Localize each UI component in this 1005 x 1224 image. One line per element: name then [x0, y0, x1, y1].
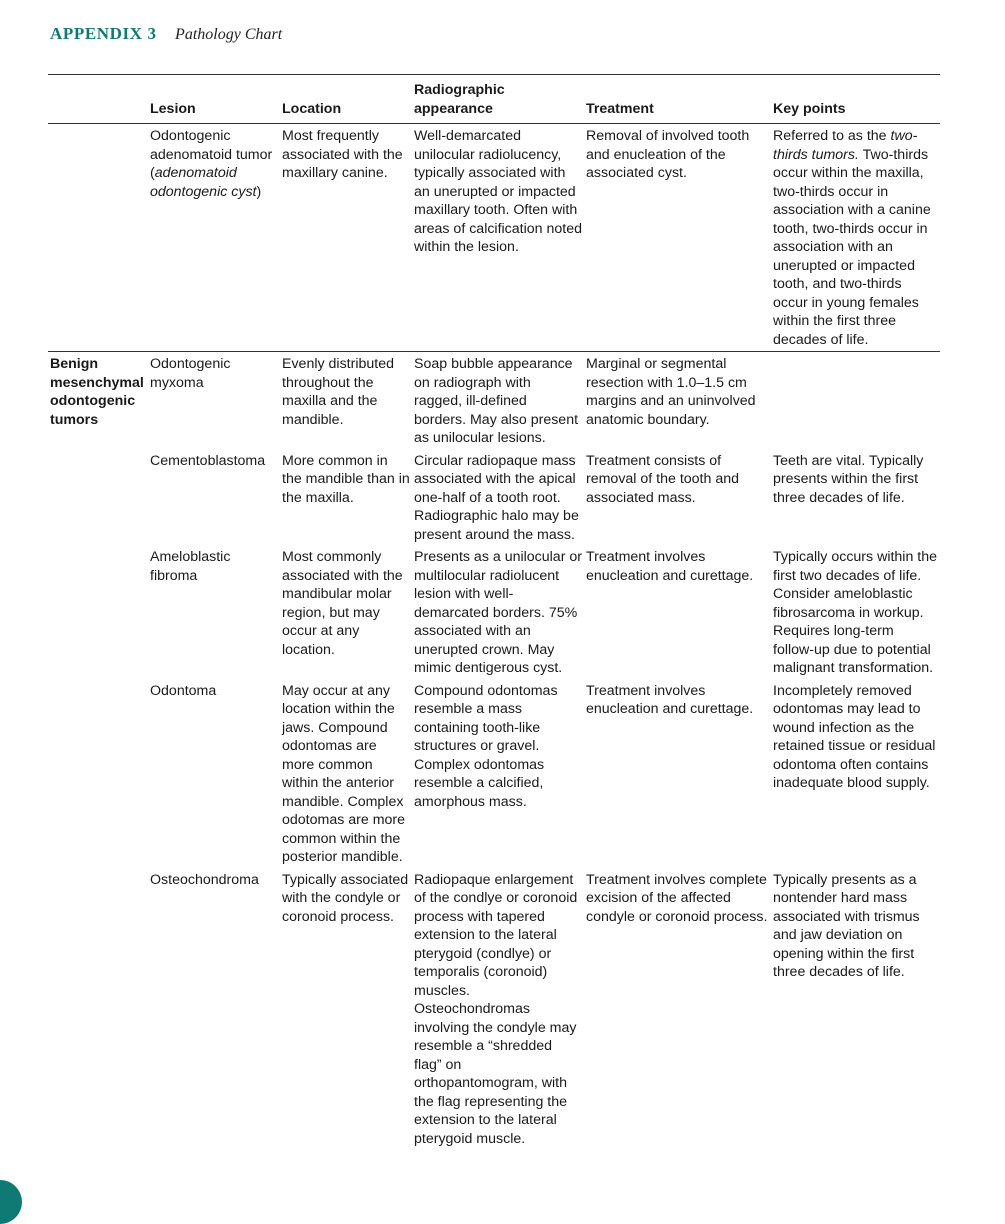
table-row — [48, 352, 940, 449]
table-row — [48, 124, 940, 352]
category-cell: Benign mesenchymal odontogenic tumors — [50, 356, 144, 428]
category-cell — [48, 679, 148, 868]
column-header-key-points: Key points — [771, 75, 940, 124]
table-row — [48, 868, 940, 1150]
column-header-category — [48, 75, 148, 124]
location-cell: Typically associated with the condyle or coronoid process. — [282, 871, 409, 925]
radiographic-cell: Soap bubble appearance on radiograph with ragged, ill-defined borders. May also present as unilocular lesions. — [414, 356, 579, 446]
chart-title: Pathology Chart — [175, 26, 283, 43]
location-cell: May occur at any location within the jaws. Compound odontomas are more common within the anterior mandible. Complex odotomas are more common within the posterior mandible. — [282, 682, 406, 865]
category-cell — [48, 124, 148, 352]
radiographic-cell: Presents as a unilocular or multilocular radiolucent lesion with well-demarcated borders. 75% associated with an unerupted crown. May mimic dentigerous cyst. — [414, 549, 582, 676]
pathology-table — [48, 74, 940, 1149]
location-cell: Evenly distributed throughout the maxilla and the mandible. — [282, 356, 394, 428]
treatment-cell: Treatment involves complete excision of the affected condyle or coronoid process. — [586, 871, 768, 925]
location-cell: More common in the mandible than in the maxilla. — [282, 452, 410, 506]
key-points-cell — [771, 352, 940, 449]
lesion-cell: Odontogenic myxoma — [150, 356, 231, 391]
lesion-cell: Cementoblastoma — [150, 452, 266, 469]
column-header-radiographic: Radiographic appearance — [412, 75, 584, 124]
radiographic-cell: Circular radiopaque mass associated with the apical one-half of a tooth root. Radiographic halo may be present around the mass. — [414, 452, 579, 543]
table-row — [48, 679, 940, 868]
location-cell: Most commonly associated with the mandibular molar region, but may occur at any location. — [282, 549, 403, 658]
lesion-cell: Ameloblastic fibroma — [150, 549, 231, 584]
lesion-cell: Odontogenic adenomatoid tumor (adenomatoid odontogenic cyst) — [148, 124, 280, 352]
radiographic-cell: Well-demarcated unilocular radiolucency, typically associated with an unerupted or impacted maxillary tooth. Often with areas of calcification noted within the lesion. — [412, 124, 584, 352]
column-header-lesion: Lesion — [148, 75, 280, 124]
column-header-location: Location — [280, 75, 412, 124]
category-cell — [48, 868, 148, 1150]
treatment-cell: Marginal or segmental resection with 1.0–1.5 cm margins and an uninvolved anatomic boundary. — [586, 356, 756, 428]
lesion-alt-name: adenomatoid odontogenic cyst — [150, 165, 257, 200]
radiographic-cell: Radiopaque enlargement of the condlye or coronoid process with tapered extension to the lateral pterygoid (condlye) or temporalis (coronoid) muscles. Osteochondromas involving the condyle may resemble a “shredded flag” on orthopantomogram, with the flag representing the extension to the lateral pterygoid muscle. — [414, 871, 578, 1147]
category-cell — [48, 449, 148, 546]
key-points-cell: Typically presents as a nontender hard mass associated with trismus and jaw deviation on opening within the first three decades of life. — [773, 871, 920, 980]
treatment-cell: Removal of involved tooth and enucleation of the associated cyst. — [584, 124, 771, 352]
key-points-cell: Teeth are vital. Typically presents within the first three decades of life. — [773, 452, 924, 506]
treatment-cell: Treatment involves enucleation and curettage. — [586, 549, 754, 584]
location-cell: Most frequently associated with the maxillary canine. — [280, 124, 412, 352]
table-row — [48, 545, 940, 679]
lesion-cell: Odontoma — [150, 682, 217, 699]
lesion-cell: Osteochondroma — [150, 871, 259, 888]
key-points-cell: Incompletely removed odontomas may lead to wound infection as the retained tissue or residual odontoma often contains inadequate blood supply. — [773, 682, 936, 791]
page-header — [50, 24, 282, 44]
header-row — [48, 75, 940, 124]
radiographic-cell: Compound odontomas resemble a mass containing tooth-like structures or gravel. Complex odontomas resemble a calcified, amorphous mass. — [414, 682, 558, 810]
key-points-cell: Referred to as the two-thirds tumors. Two-thirds occur within the maxilla, two-thirds occur in association with a canine tooth, two-thirds occur in association with an unerupted or impacted tooth, and two-thirds occur in young females within the first three decades of life. — [771, 124, 940, 352]
column-header-treatment: Treatment — [584, 75, 771, 124]
appendix-label: APPENDIX 3 — [50, 24, 157, 43]
table-row — [48, 449, 940, 546]
page-corner-tab — [0, 1180, 22, 1224]
treatment-cell: Treatment consists of removal of the tooth and associated mass. — [586, 452, 740, 506]
key-points-cell: Typically occurs within the first two decades of life. Consider ameloblastic fibrosarcoma in workup. Requires long-term follow-up due to potential malignant transformation. — [773, 549, 938, 676]
treatment-cell: Treatment involves enucleation and curettage. — [586, 682, 754, 717]
category-cell — [48, 545, 148, 679]
